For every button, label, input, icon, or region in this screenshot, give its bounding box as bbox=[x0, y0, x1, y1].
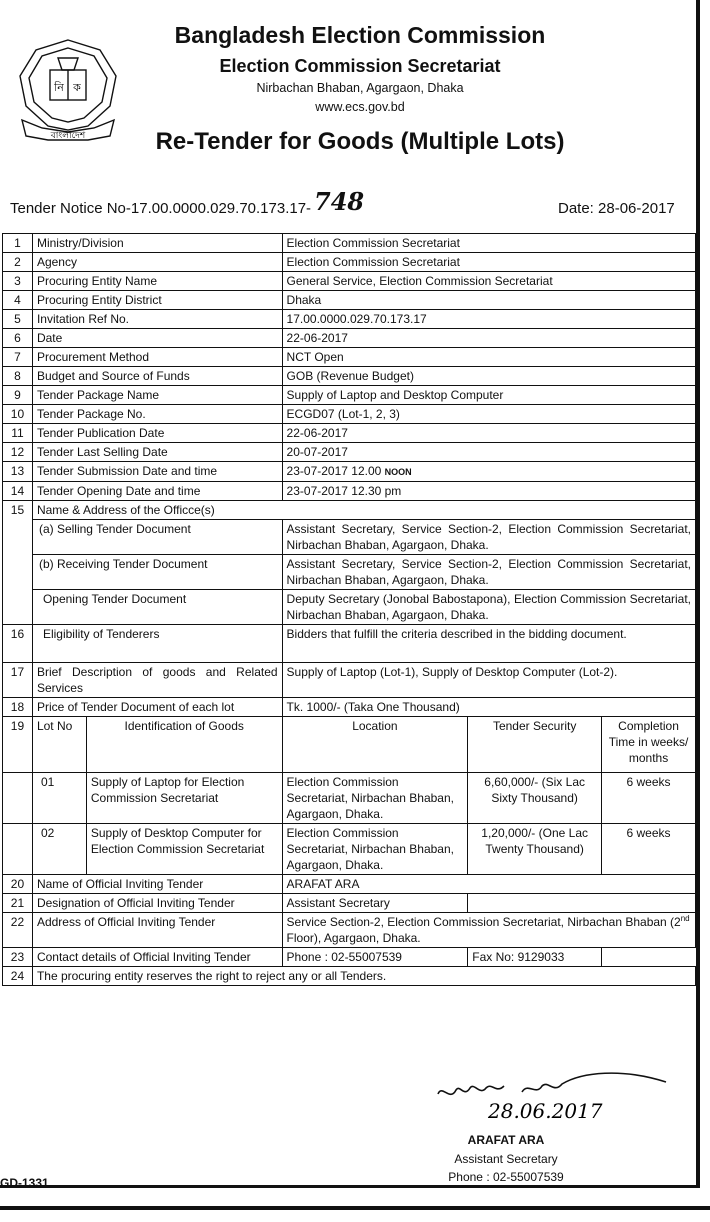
svg-text:বাংলাদেশ: বাংলাদেশ bbox=[50, 131, 86, 141]
signature-date: 28.06.2017 bbox=[488, 1099, 603, 1123]
table-row bbox=[3, 329, 696, 348]
org-address: Nirbachan Bhaban, Agargaon, Dhaka bbox=[256, 81, 464, 95]
table-row: 17 Brief Description of goods and Related Services Supply of Laptop (Lot-1), Supply of Desktop Computer (Lot-2). bbox=[3, 663, 696, 698]
table-row bbox=[3, 367, 696, 386]
row-number: 12 bbox=[3, 443, 33, 462]
election-commission-emblem-icon bbox=[12, 36, 124, 142]
table-row: 14 Tender Opening Date and time 23-07-2017 12.30 pm bbox=[3, 482, 696, 501]
table-row: 13 Tender Submission Date and time 23-07-2017 12.00 NOON bbox=[3, 462, 696, 482]
row-number: 1 bbox=[3, 234, 33, 253]
svg-text:ক: ক bbox=[73, 81, 81, 94]
table-row: Opening Tender Document Deputy Secretary (Jonobal Babostapona), Election Commission Secretariat, Nirbachan Bhaban, Agargaon, Dhaka. bbox=[3, 590, 696, 625]
table-row: 21 Designation of Official Inviting Tender Assistant Secretary bbox=[3, 894, 696, 913]
table-row bbox=[3, 234, 696, 253]
table-row: 22 Address of Official Inviting Tender Service Section-2, Election Commission Secretariat, Nirbachan Bhaban (2nd Floor), Agargaon, Dhaka. bbox=[3, 913, 696, 948]
row-number: 7 bbox=[3, 348, 33, 367]
secretariat-name: Election Commission Secretariat bbox=[219, 56, 501, 76]
row-label: Tender Package Name bbox=[32, 386, 282, 405]
row-value: NCT Open bbox=[282, 348, 695, 367]
signatory-designation: Assistant Secretary bbox=[454, 1152, 558, 1166]
table-row bbox=[3, 405, 696, 424]
row-value: 20-07-2017 bbox=[282, 443, 695, 462]
notice-date: Date: 28-06-2017 bbox=[558, 200, 675, 217]
row-value: GOB (Revenue Budget) bbox=[282, 367, 695, 386]
table-row: 20 Name of Official Inviting Tender ARAFAT ARA bbox=[3, 875, 696, 894]
lots-header-row: 19 Lot No Identification of Goods Location Tender Security Completion Time in weeks/ months bbox=[3, 717, 696, 773]
row-label: Procuring Entity Name bbox=[32, 272, 282, 291]
row-label: Tender Publication Date bbox=[32, 424, 282, 443]
row-number: 6 bbox=[3, 329, 33, 348]
row-number: 10 bbox=[3, 405, 33, 424]
row-label: Procurement Method bbox=[32, 348, 282, 367]
signatory-phone: Phone : 02-55007539 bbox=[448, 1170, 564, 1184]
row-value: 22-06-2017 bbox=[282, 329, 695, 348]
row-value: 17.00.0000.029.70.173.17 bbox=[282, 310, 695, 329]
table-row bbox=[3, 386, 696, 405]
table-row: 24 The procuring entity reserves the right to reject any or all Tenders. bbox=[3, 967, 696, 986]
table-row bbox=[3, 424, 696, 443]
svg-text:নি: নি bbox=[54, 81, 64, 94]
row-number: 4 bbox=[3, 291, 33, 310]
handwritten-notice-number: 748 bbox=[314, 187, 365, 216]
row-number: 3 bbox=[3, 272, 33, 291]
table-row: 18 Price of Tender Document of each lot Tk. 1000/- (Taka One Thousand) bbox=[3, 698, 696, 717]
row-label: Invitation Ref No. bbox=[32, 310, 282, 329]
row-label: Procuring Entity District bbox=[32, 291, 282, 310]
row-label: Date bbox=[32, 329, 282, 348]
row-value: 22-06-2017 bbox=[282, 424, 695, 443]
table-row bbox=[3, 443, 696, 462]
row-value: ECGD07 (Lot-1, 2, 3) bbox=[282, 405, 695, 424]
row-number: 8 bbox=[3, 367, 33, 386]
row-label: Ministry/Division bbox=[32, 234, 282, 253]
table-row: 16 Eligibility of Tenderers Bidders that fulfill the criteria described in the bidding document. bbox=[3, 625, 696, 663]
table-row: (b) Receiving Tender Document Assistant Secretary, Service Section-2, Election Commission Secretariat, Nirbachan Bhaban, Agargaon, Dhaka. bbox=[3, 555, 696, 590]
org-name: Bangladesh Election Commission bbox=[174, 22, 546, 48]
row-label: Tender Last Selling Date bbox=[32, 443, 282, 462]
table-row bbox=[3, 272, 696, 291]
row-value: Dhaka bbox=[282, 291, 695, 310]
table-row bbox=[3, 291, 696, 310]
signatory-name: ARAFAT ARA bbox=[467, 1133, 545, 1147]
org-website[interactable]: www.ecs.gov.bd bbox=[315, 100, 405, 114]
table-row: (a) Selling Tender Document Assistant Secretary, Service Section-2, Election Commission Secretariat, Nirbachan Bhaban, Agargaon, Dhaka. bbox=[3, 520, 696, 555]
signature-icon bbox=[432, 1072, 672, 1132]
row-number: 11 bbox=[3, 424, 33, 443]
row-number: 2 bbox=[3, 253, 33, 272]
table-row bbox=[3, 253, 696, 272]
table-row bbox=[3, 348, 696, 367]
lot-row: 01 Supply of Laptop for Election Commission Secretariat Election Commission Secretariat, Nirbachan Bhaban, Agargaon, Dhaka. 6,60,000/- (Six Lac Sixty Thousand) 6 weeks bbox=[3, 773, 696, 824]
row-value: Supply of Laptop and Desktop Computer bbox=[282, 386, 695, 405]
bottom-rule bbox=[0, 1206, 710, 1210]
row-value: General Service, Election Commission Secretariat bbox=[282, 272, 695, 291]
table-row: 23 Contact details of Official Inviting Tender Phone : 02-55007539 Fax No: 9129033 bbox=[3, 948, 696, 967]
tender-notice-number: Tender Notice No-17.00.0000.029.70.173.17- bbox=[10, 200, 312, 217]
row-value: Election Commission Secretariat bbox=[282, 234, 695, 253]
row-number: 9 bbox=[3, 386, 33, 405]
table-row: 15 Name & Address of the Officce(s) bbox=[3, 501, 696, 520]
table-row bbox=[3, 310, 696, 329]
row-value: Election Commission Secretariat bbox=[282, 253, 695, 272]
lot-row: 02 Supply of Desktop Computer for Election Commission Secretariat Election Commission Secretariat, Nirbachan Bhaban, Agargaon, Dhaka. 1,20,000/- (One Lac Twenty Thousand) 6 weeks bbox=[3, 824, 696, 875]
tender-details-table bbox=[2, 233, 696, 986]
row-number: 5 bbox=[3, 310, 33, 329]
page-title: Re-Tender for Goods (Multiple Lots) bbox=[155, 128, 565, 155]
row-label: Tender Package No. bbox=[32, 405, 282, 424]
row-label: Budget and Source of Funds bbox=[32, 367, 282, 386]
row-label: Agency bbox=[32, 253, 282, 272]
footer-code: GD-1331 bbox=[0, 1176, 49, 1190]
